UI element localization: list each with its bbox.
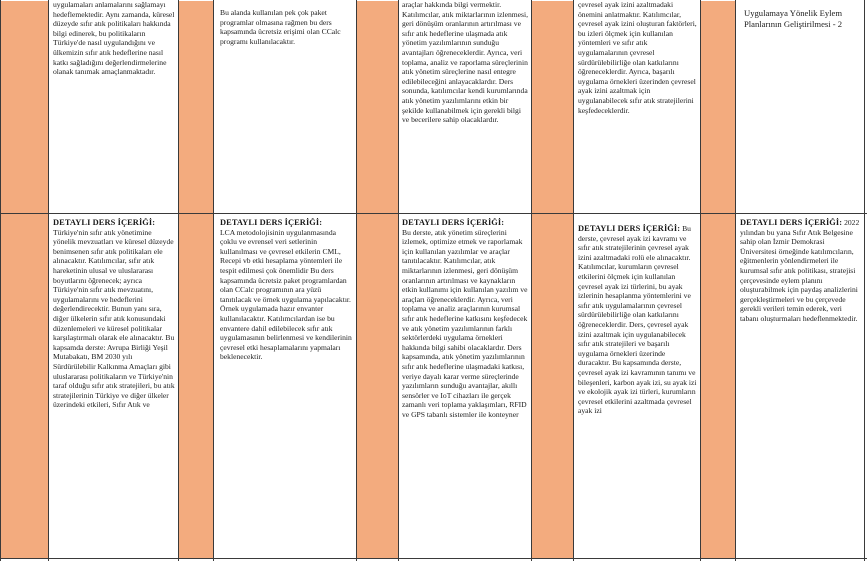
row-divider <box>0 558 867 559</box>
top-cell-text: Bu alanda kullanılan pek çok paket programlar olmasına rağmen bu ders kapsamında ücretsiz erişimi olan CCalc programı kullanılacaktır. <box>220 8 341 46</box>
section-heading: DETAYLI DERS İÇERİĞİ: <box>740 218 843 227</box>
grid-line <box>573 0 574 561</box>
top-cell-col4 <box>578 0 698 211</box>
grid-line <box>178 0 179 561</box>
grid-line <box>398 0 399 561</box>
top-cell-text: araçlar hakkında bilgi vermektir. Katılımcılar, atık miktarlarının izlenmesi, geri dönüşüm oranlarının artırılması ve sıfır atık hedeflerine ulaşmada atık yönetim yazılımlarının sunduğu avantajları öğreneceklerdir. Ayrıca, veri toplama, analiz ve raporlama süreçlerinin atık yönetim süreçlerine nasıl entegre edilebileceğini anlayacaklardır. Ders sonunda, katılımcılar kendi kurumlarında atık yönetim yazılımlarını etkin bir şekilde kullanabilmek için gerekli bilgi ve becerilere sahip olacaklardır. <box>402 0 528 125</box>
grid-line <box>356 0 357 561</box>
grid-line <box>864 0 865 561</box>
stripe-column-2 <box>179 1 213 558</box>
grid-line <box>213 0 214 561</box>
section-heading: DETAYLI DERS İÇERİĞİ: <box>53 218 156 227</box>
bottom-cell-col3 <box>402 218 528 556</box>
section-heading: DETAYLI DERS İÇERİĞİ: <box>220 218 323 227</box>
grid-line <box>735 0 736 561</box>
grid-line <box>0 0 1 561</box>
bottom-cell-col1 <box>53 218 175 556</box>
bottom-cell-col2 <box>220 218 352 556</box>
top-cell-col1 <box>53 0 175 211</box>
bottom-cell-col5 <box>740 218 860 556</box>
top-cell-col3 <box>402 0 528 212</box>
stripe-column-5 <box>701 1 735 558</box>
stripe-column-1 <box>1 1 48 558</box>
row-divider <box>0 213 867 214</box>
grid-line <box>531 0 532 561</box>
stripe-column-4 <box>532 1 573 558</box>
top-cell-col5 <box>744 8 860 208</box>
grid-line <box>700 0 701 561</box>
section-body: Bu derste, çevresel ayak izi kavramı ve sıfır atık stratejilerinin çevresel ayak izini azaltmadaki rolü ele alınacaktır. Katılımcılar, kurumların çevresel etkilerini ölçmek için kullanılan çevresel ayak izi türlerini, bu ayak izlerinin hesaplanma yöntemlerini ve sıfır atık uygulamalarının çevresel sürdürülebilirliğe olan katkılarını öğreneceklerdir. Ders, çevresel ayak izini azaltmak için uygulanabilecek sıfır atık stratejileri ve başarılı uygulama örnekleri üzerinde duracaktır. Bu kapsamında derste, çevresel ayak izi kavramının tanımı ve bileşenleri, karbon ayak izi, su ayak izi ve ekolojik ayak izi türleri, kurumların çevresel etkilerini azaltmada çevresel ayak izi <box>578 224 697 416</box>
stripe-column-3 <box>357 1 398 558</box>
top-cell-text: çevresel ayak izini azaltmadaki önemini anlatmaktır. Katılımcılar, çevresel ayak izini oluşturan faktörleri, bu izleri ölçmek için kullanılan yöntemleri ve sıfır atık uygulamalarının çevresel sürdürülebilirliğe olan katkılarını öğreneceklerdir. Ayrıca, başarılı uygulama örnekleri üzerinden çevresel ayak izini azaltmak için uygulanabilecek sıfır atık stratejilerini keşfedeceklerdir. <box>578 0 697 115</box>
grid-line <box>48 0 49 561</box>
top-cell-text: uygulamaları anlamalarını sağlamayı hedeflemektedir. Aynı zamanda, küresel düzeyde sıfır atık politikaları hakkında bilgi edinerek, bu politikaların Türkiye'de nasıl uygulandığını ve ülkemizin sıfır atık hedeflerine nasıl katkı sağladığını değerlendirmelerine olanak tanımak amaçlanmaktadır. <box>53 0 175 77</box>
section-body: Türkiye'nin sıfır atık yönetimine yönelik mevzuatları ve küresel düzeyde benimsenen sıfır atık politikaları ele alınacaktır. Katılımcılar, sıfır atık hareketinin ulusal ve uluslararası boyutlarını öğrenecek; ayrıca Türkiye'nin sıfır atık mevzuatını, uygulamalarını ve hedeflerini değerlendirecektir. Bunun yanı sıra, diğer ülkelerin sıfır atık konusundaki düzenlemeleri ve küresel politikalar karşılaştırmalı olarak ele alınacaktır. Bu kapsamda derste: Avrupa Birliği Yeşil Mutabakatı, BM 2030 yılı Sürdürülebilir Kalkınma Amaçları gibi uluslararası politikaların ve Türkiye'nin taraf olduğu sıfır atık stratejileri, bu atık stratejilerinin Türkiye ve diğer ülkeler üzerindeki etkileri, Sıfır Atık ve <box>53 227 175 410</box>
section-heading: DETAYLI DERS İÇERİĞİ: <box>578 224 681 233</box>
top-cell-text: Uygulamaya Yönelik Eylem Planlarının Geliştirilmesi - 2 <box>744 8 843 29</box>
section-body: Bu derste, atık yönetim süreçlerini izlemek, optimize etmek ve raporlamak için kullanılan yazılımlar ve araçlar tanıtılacaktır. Katılımcılar, atık miktarlarının izlenmesi, geri dönüşüm oranlarının artırılması ve kaynakların etkin kullanımı için kullanılan yazılım ve araçları öğreneceklerdir. Ayrıca, veri toplama ve analiz araçlarının kurumsal sıfır atık hedeflerine katkısını keşfedecek ve atık yönetim yazılımlarının farklı sektörlerdeki uygulama örnekleri hakkında bilgi sahibi olacaklardır. Ders kapsamında, atık yönetim yazılımlarının sıfır atık hedeflerine ulaşmadaki katkısı, veriye dayalı karar verme süreçlerinde yazılımların sunduğu avantajlar, akıllı sensörler ve IoT cihazları ile gerçek zamanlı veri toplama yaklaşımları, RFID ve GPS tabanlı sistemler ile konteyner <box>402 227 528 419</box>
top-cell-col2 <box>220 8 352 208</box>
section-body: LCA metodolojisinin uygulanmasında çoklu ve evrensel veri setlerinin kullanılması ve çevresel etkilerin CML, Recepi vb etki hesaplama yöntemleri ile tespit edilmesi çok önemlidir Bu ders kapsamında ücretsiz paket programlardan olan CCalc programının ara yüzü tanıtılacak ve örnek uygulama yapılacaktır. Örnek uygulamada hazır envanter kullanılacaktır. Katılımcılardan ise bu envantere dahil edilebilecek sıfır atık uygulamasının belirlenmesi ve kendilerinin çevresel etki hesaplamalarını yapmaları beklenecektir. <box>220 227 352 362</box>
section-body: 2022 yılından bu yana Sıfır Atık Belgesine sahip olan İzmir Demokrasi Üniversitesi örneğinde katılımcıların, eğitmenlerin yönlendirmeleri ile kurumsal sıfır atık politikası, stratejisi çerçevesinde eylem planını oluşturabilmek için paydaş analizlerini gerçekleştirmeleri ve bu çerçevede gerekli verileri temin ederek, veri tabanı oluşturmaları hedeflenmektedir. <box>740 218 860 323</box>
bottom-cell-col4 <box>578 224 698 556</box>
section-heading: DETAYLI DERS İÇERİĞİ: <box>402 218 505 227</box>
